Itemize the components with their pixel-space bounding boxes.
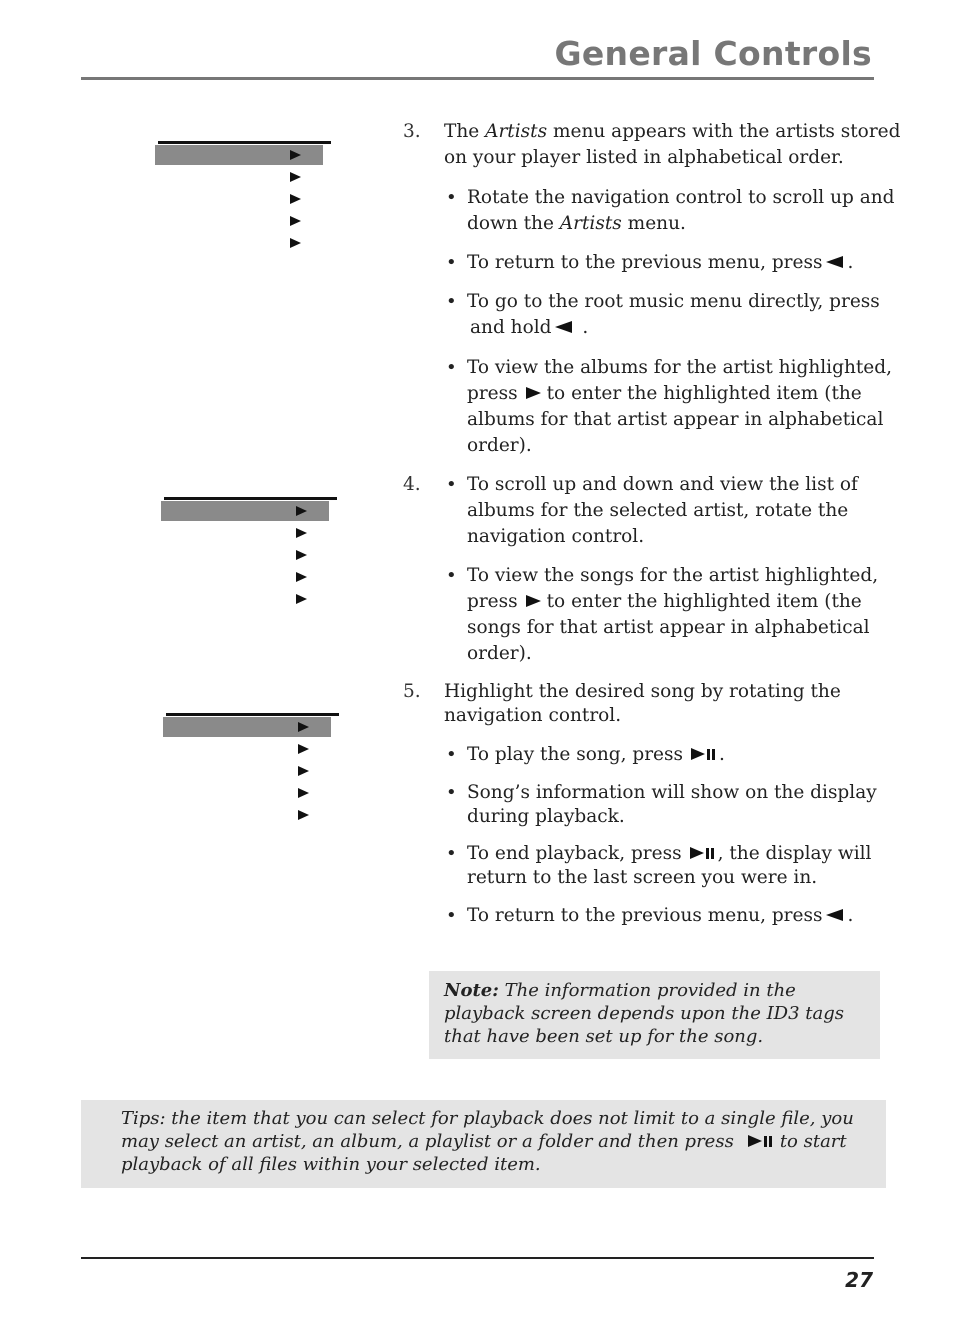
bullet-text: albums for that artist appear in alphabetical bbox=[467, 409, 884, 430]
artists-menu-illustration bbox=[155, 141, 331, 261]
text-run: press bbox=[467, 591, 518, 612]
menu-row bbox=[163, 739, 331, 759]
bullet: • bbox=[446, 291, 457, 312]
menu-row-highlighted bbox=[161, 501, 329, 521]
bullet-text: To scroll up and down and view the list of bbox=[467, 474, 858, 495]
text-run: Tips: the item that you can select for playback does not limit to a single file, you bbox=[121, 1108, 854, 1129]
page-title: General Controls bbox=[554, 34, 872, 73]
bullet-text: Rotate the navigation control to scroll up and bbox=[467, 187, 895, 208]
text-run: To return to the previous menu, press bbox=[467, 905, 823, 926]
menu-row bbox=[155, 167, 323, 187]
step-text bbox=[444, 119, 900, 145]
menu-row-highlighted bbox=[163, 717, 331, 737]
menu-row bbox=[155, 189, 323, 209]
step-text: on your player listed in alphabetical order. bbox=[444, 147, 844, 168]
back-arrow-icon bbox=[826, 909, 843, 921]
play-icon bbox=[290, 216, 301, 226]
bullet: • bbox=[446, 357, 457, 378]
tips-box bbox=[81, 1100, 886, 1188]
footer-divider bbox=[81, 1257, 874, 1259]
play-icon bbox=[298, 766, 309, 776]
play-icon bbox=[298, 744, 309, 754]
menu-name: Artists bbox=[559, 213, 622, 234]
bullet-text bbox=[467, 589, 862, 615]
text-run: The bbox=[444, 121, 486, 142]
play-icon bbox=[296, 528, 307, 538]
note-text bbox=[444, 979, 844, 1048]
text-run: to enter the highlighted item (the bbox=[546, 383, 862, 404]
bullet-text: songs for that artist appear in alphabetical bbox=[467, 617, 870, 638]
back-arrow-icon bbox=[555, 321, 572, 333]
menu-row bbox=[155, 233, 323, 253]
menu-top-rule bbox=[158, 141, 331, 144]
play-pause-icon bbox=[691, 748, 715, 760]
tips-text bbox=[121, 1107, 854, 1176]
albums-menu-illustration bbox=[161, 497, 337, 617]
bullet: • bbox=[446, 474, 457, 495]
text-run: playback of all files within your selected item. bbox=[121, 1154, 541, 1175]
text-run: playback screen depends upon the ID3 tags bbox=[444, 1003, 845, 1024]
text-run: press bbox=[467, 383, 518, 404]
bullet-text: To view the albums for the artist highlighted, bbox=[467, 357, 892, 378]
bullet: • bbox=[446, 565, 457, 586]
bullet: • bbox=[446, 744, 457, 765]
bullet-text: order). bbox=[467, 435, 532, 456]
bullet-text bbox=[470, 315, 588, 341]
menu-row bbox=[161, 523, 329, 543]
text-run: The information provided in the bbox=[498, 980, 796, 1001]
bullet-text bbox=[467, 841, 871, 867]
text-run: , the display will bbox=[717, 843, 872, 864]
bullet-text: Song’s information will show on the display bbox=[467, 782, 877, 803]
header-divider bbox=[81, 77, 874, 80]
page-number: 27 bbox=[845, 1268, 873, 1292]
step-number: 5. bbox=[403, 681, 421, 702]
menu-row bbox=[163, 761, 331, 781]
play-icon bbox=[296, 594, 307, 604]
menu-row bbox=[155, 211, 323, 231]
bullet-text: albums for the selected artist, rotate the bbox=[467, 500, 849, 521]
text-run: menu. bbox=[621, 213, 686, 234]
back-arrow-icon bbox=[826, 256, 843, 268]
bullet-text: return to the last screen you were in. bbox=[467, 867, 818, 888]
play-icon bbox=[526, 387, 541, 399]
bullet-text: order). bbox=[467, 643, 532, 664]
play-icon bbox=[298, 788, 309, 798]
bullet-text: navigation control. bbox=[467, 526, 645, 547]
text-run: To play the song, press bbox=[467, 744, 683, 765]
text-run: menu appears with the artists stored bbox=[547, 121, 901, 142]
play-icon bbox=[290, 150, 301, 160]
menu-row bbox=[161, 545, 329, 565]
text-run: . bbox=[847, 252, 854, 273]
text-run: that have been set up for the song. bbox=[444, 1026, 764, 1047]
menu-row bbox=[163, 805, 331, 825]
text-run: may select an artist, an album, a playlist or a folder and then press bbox=[121, 1131, 734, 1152]
step-number: 4. bbox=[403, 474, 421, 495]
menu-top-rule bbox=[166, 713, 339, 716]
play-icon bbox=[290, 194, 301, 204]
text-run: . bbox=[582, 317, 589, 338]
text-run: To return to the previous menu, press bbox=[467, 252, 823, 273]
menu-row-highlighted bbox=[155, 145, 323, 165]
bullet: • bbox=[446, 187, 457, 208]
bullet-text: during playback. bbox=[467, 806, 625, 827]
text-run: to enter the highlighted item (the bbox=[546, 591, 862, 612]
songs-menu-illustration bbox=[163, 713, 339, 833]
text-run: . bbox=[719, 744, 725, 765]
play-icon bbox=[296, 572, 307, 582]
bullet: • bbox=[446, 843, 457, 864]
menu-row bbox=[161, 567, 329, 587]
menu-row bbox=[161, 589, 329, 609]
step-text: Highlight the desired song by rotating the bbox=[444, 681, 841, 702]
text-run: down the bbox=[467, 213, 560, 234]
step-number: 3. bbox=[403, 121, 421, 142]
bullet: • bbox=[446, 782, 457, 803]
step-text: navigation control. bbox=[444, 705, 622, 726]
text-run: and hold bbox=[470, 317, 552, 338]
menu-name: Artists bbox=[485, 121, 548, 142]
play-icon bbox=[298, 722, 309, 732]
text-run: to start bbox=[779, 1131, 847, 1152]
bullet-text bbox=[467, 381, 862, 407]
menu-row bbox=[163, 783, 331, 803]
menu-top-rule bbox=[164, 497, 337, 500]
text-run: . bbox=[847, 905, 854, 926]
text-run: To end playback, press bbox=[467, 843, 682, 864]
play-pause-icon bbox=[748, 1135, 772, 1147]
play-pause-icon bbox=[690, 847, 714, 859]
bullet-text bbox=[467, 211, 686, 237]
bullet: • bbox=[446, 905, 457, 926]
play-icon bbox=[296, 550, 307, 560]
bullet-text: To view the songs for the artist highlighted, bbox=[467, 565, 879, 586]
play-icon bbox=[290, 172, 301, 182]
play-icon bbox=[290, 238, 301, 248]
bullet-text: To go to the root music menu directly, press bbox=[467, 291, 880, 312]
bullet-text bbox=[467, 742, 725, 768]
bullet: • bbox=[446, 252, 457, 273]
note-label: Note: bbox=[444, 980, 499, 1001]
play-icon bbox=[298, 810, 309, 820]
play-icon bbox=[296, 506, 307, 516]
bullet-text bbox=[467, 903, 853, 929]
bullet-text bbox=[467, 250, 853, 276]
note-box bbox=[429, 971, 880, 1059]
play-icon bbox=[526, 595, 541, 607]
